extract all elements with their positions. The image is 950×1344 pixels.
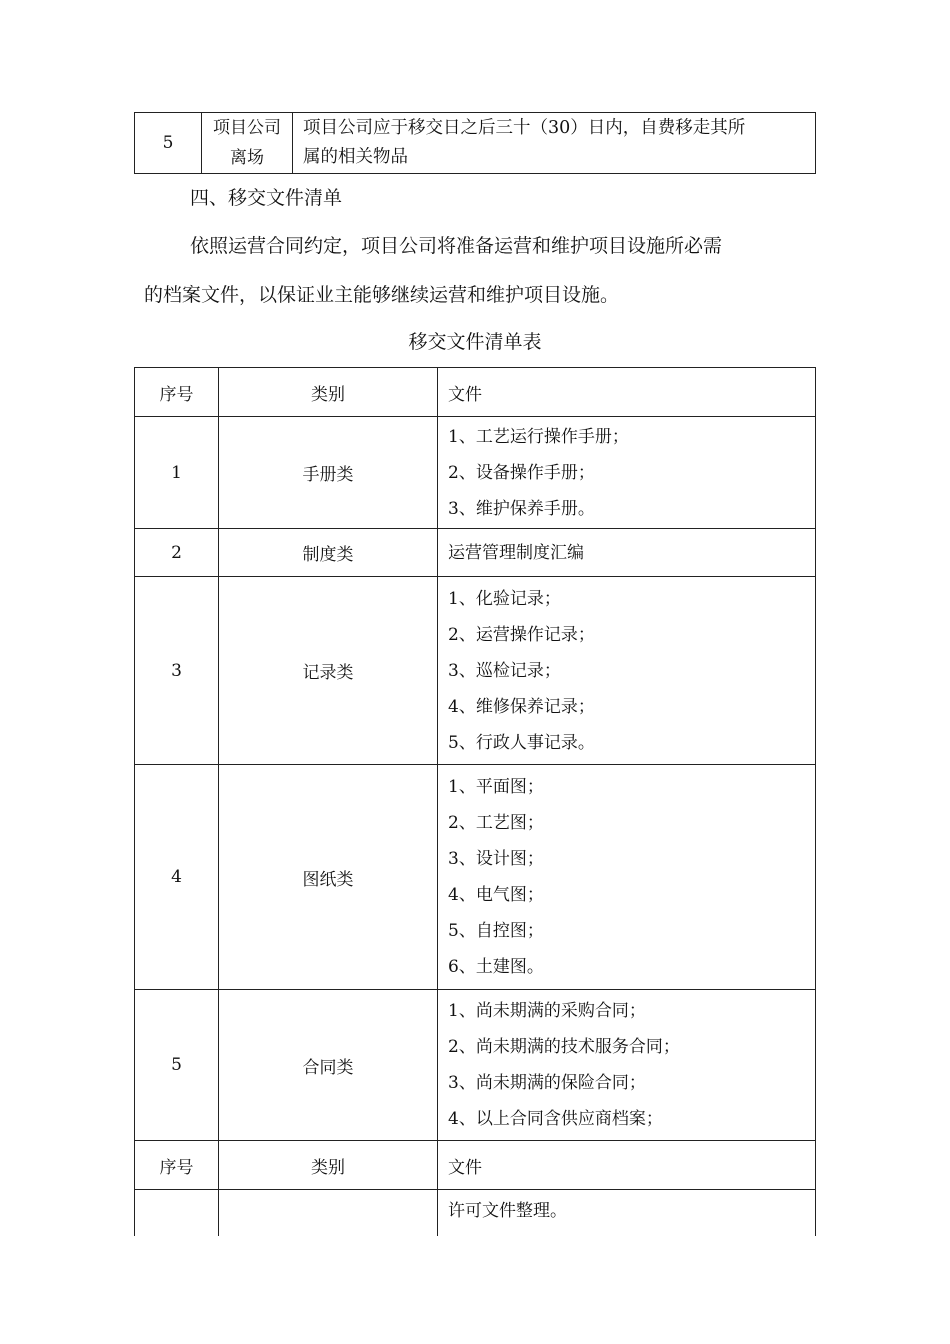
list-item: 2、设备操作手册；: [448, 462, 595, 483]
header-no: 序号: [135, 368, 219, 417]
row-files: [438, 1190, 816, 1236]
table-row: [135, 113, 816, 174]
table-row: [135, 577, 816, 765]
list-item: 5、自控图；: [448, 921, 544, 941]
row-category: 图纸类: [219, 765, 438, 990]
row-number: 1: [135, 417, 219, 529]
row-number: 5: [135, 113, 202, 174]
row-category: 记录类: [219, 577, 438, 765]
section-heading: 四、移交文件清单: [190, 187, 343, 209]
table-caption: 移交文件清单表: [408, 331, 542, 353]
list-item: 4、电气图；: [448, 885, 544, 905]
row-number: 5: [135, 990, 219, 1141]
row-category: 合同类: [219, 990, 438, 1141]
row-files: [438, 577, 816, 765]
list-item: 2、尚未期满的技术服务合同；: [448, 1037, 680, 1057]
row-files: [438, 990, 816, 1141]
list-item: 1、化验记录；: [448, 588, 561, 609]
table-row: [135, 529, 816, 577]
category-cell: [202, 113, 293, 174]
row-number: 2: [135, 529, 219, 577]
row-category: 手册类: [219, 417, 438, 529]
transfer-documents-table: [134, 367, 816, 1236]
content-line: 项目公司应于移交日之后三十（30）日内，自费移走其所: [303, 118, 746, 138]
content-cell: [293, 113, 816, 174]
category-line: 离场: [230, 148, 264, 168]
header-files: 文件: [438, 1141, 816, 1190]
list-item: 3、设计图；: [448, 849, 544, 869]
table-header-row: [135, 368, 816, 417]
row-number: [135, 1190, 219, 1236]
table-row: [135, 1190, 816, 1236]
header-no: 序号: [135, 1141, 219, 1190]
content-line: 属的相关物品: [303, 147, 408, 167]
list-item: 1、尚未期满的采购合同；: [448, 1001, 646, 1021]
row-files: [438, 529, 816, 577]
row-number: 3: [135, 577, 219, 765]
row-category: 制度类: [219, 529, 438, 577]
table-row: [135, 417, 816, 529]
header-category: 类别: [219, 1141, 438, 1190]
table-row: [135, 765, 816, 990]
row-number: 4: [135, 765, 219, 990]
list-item: 许可文件整理。: [448, 1201, 567, 1221]
row-category: [219, 1190, 438, 1236]
list-item: 3、尚未期满的保险合同；: [448, 1073, 646, 1093]
list-item: 5、行政人事记录。: [448, 732, 595, 753]
row-files: [438, 417, 816, 529]
list-item: 3、维护保养手册。: [448, 498, 595, 519]
table-header-row: [135, 1141, 816, 1190]
list-item: 1、平面图；: [448, 777, 544, 797]
top-table: [134, 112, 816, 174]
header-category: 类别: [219, 368, 438, 417]
list-item: 2、工艺图；: [448, 813, 544, 833]
table-row: [135, 990, 816, 1141]
list-item: 6、土建图。: [448, 957, 544, 977]
list-item: 2、运营操作记录；: [448, 624, 595, 645]
list-item: 1、工艺运行操作手册；: [448, 426, 629, 447]
category-line: 项目公司: [213, 118, 281, 138]
paragraph-line: 依照运营合同约定，项目公司将准备运营和维护项目设施所必需: [190, 235, 723, 257]
list-item: 运营管理制度汇编: [448, 542, 584, 563]
header-files: 文件: [438, 368, 816, 417]
list-item: 4、以上合同含供应商档案；: [448, 1109, 663, 1129]
list-item: 3、巡检记录；: [448, 660, 561, 681]
list-item: 4、维修保养记录；: [448, 696, 595, 717]
row-files: [438, 765, 816, 990]
paragraph-line: 的档案文件，以保证业主能够继续运营和维护项目设施。: [144, 284, 620, 306]
